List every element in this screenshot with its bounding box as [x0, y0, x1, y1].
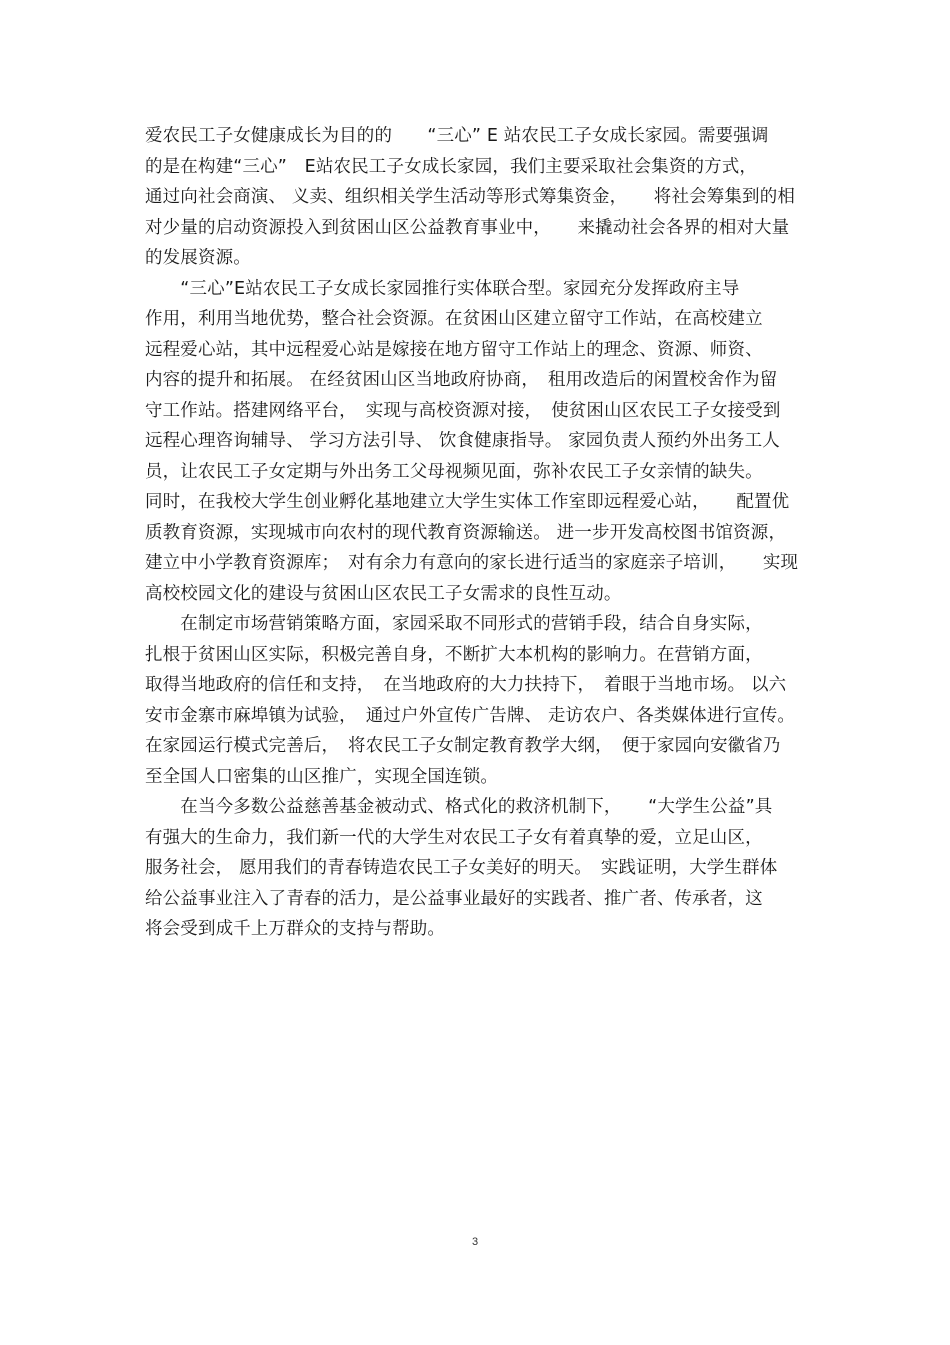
- body-text: [145, 121, 825, 945]
- text-line: 给公益事业注入了青春的活力，是公益事业最好的实践者、推广者、传承者，这: [145, 888, 763, 909]
- text-line: 将会受到成千上万群众的支持与帮助。: [145, 919, 446, 939]
- text-line: 通过向社会商演、 义卖、组织相关学生活动等形式筹集资金， 将社会筹集到的相: [145, 187, 796, 207]
- text-line: 在制定市场营销策略方面，家园采取不同形式的营销手段，结合自身实际，: [145, 614, 763, 634]
- text-line: 作用，利用当地优势，整合社会资源。在贫困山区建立留守工作站，在高校建立: [145, 309, 763, 329]
- text-line: 建立中小学教育资源库； 对有余力有意向的家长进行适当的家庭亲子培训， 实现: [145, 553, 799, 573]
- page-number: 3: [471, 1236, 479, 1248]
- text-line: 的发展资源。: [145, 248, 251, 268]
- text-line: 安市金寨市麻埠镇为试验， 通过户外宣传广告牌、 走访农户、各类媒体进行宣传。: [145, 705, 796, 726]
- text-line: 远程心理咨询辅导、 学习方法引导、 饮食健康指导。 家园负责人预约外出务工人: [145, 431, 780, 451]
- text-line: 对少量的启动资源投入到贫困山区公益教育事业中， 来撬动社会各界的相对大量: [145, 217, 790, 238]
- text-line: 扎根于贫困山区实际，积极完善自身，不断扩大本机构的影响力。在营销方面，: [145, 644, 763, 665]
- text-line: 员，让农民工子女定期与外出务工父母视频见面，弥补农民工子女亲情的缺失。: [145, 461, 763, 482]
- text-line: “三心”E站农民工子女成长家园推行实体联合型。家园充分发挥政府主导: [145, 278, 740, 299]
- text-line: 的是在构建“三心” E站农民工子女成长家园，我们主要采取社会集资的方式，: [145, 156, 758, 177]
- text-line: 远程爱心站，其中远程爱心站是嫁接在地方留守工作站上的理念、资源、师资、: [145, 339, 763, 360]
- text-line: 取得当地政府的信任和支持， 在当地政府的大力扶持下， 着眼于当地市场。 以六: [145, 675, 787, 695]
- text-line: 内容的提升和拓展。 在经贫困山区当地政府协商， 租用改造后的闲置校舍作为留: [145, 370, 778, 390]
- text-line: 爱农民工子女健康成长为目的的 “三心” E 站农民工子女成长家园。需要强调: [145, 126, 769, 146]
- text-line: 有强大的生命力，我们新一代的大学生对农民工子女有着真挚的爱，立足山区，: [145, 827, 763, 848]
- text-line: 质教育资源，实现城市向农村的现代教育资源输送。 进一步开发高校图书馆资源，: [145, 522, 787, 543]
- text-line: 守工作站。搭建网络平台， 实现与高校资源对接， 使贫困山区农民工子女接受到: [145, 400, 781, 421]
- text-line: 高校校园文化的建设与贫困山区农民工子女需求的良性互动。: [145, 583, 622, 604]
- text-line: 服务社会， 愿用我们的青春铸造农民工子女美好的明天。 实践证明，大学生群体: [145, 858, 778, 878]
- text-line: 至全国人口密集的山区推广，实现全国连锁。: [145, 766, 498, 787]
- text-line: 在当今多数公益慈善基金被动式、格式化的救济机制下， “大学生公益”具: [145, 797, 773, 817]
- text-line: 在家园运行模式完善后， 将农民工子女制定教育教学大纲， 便于家园向安徽省乃: [145, 736, 781, 756]
- text-line: 同时，在我校大学生创业孵化基地建立大学生实体工作室即远程爱心站， 配置优: [145, 492, 790, 512]
